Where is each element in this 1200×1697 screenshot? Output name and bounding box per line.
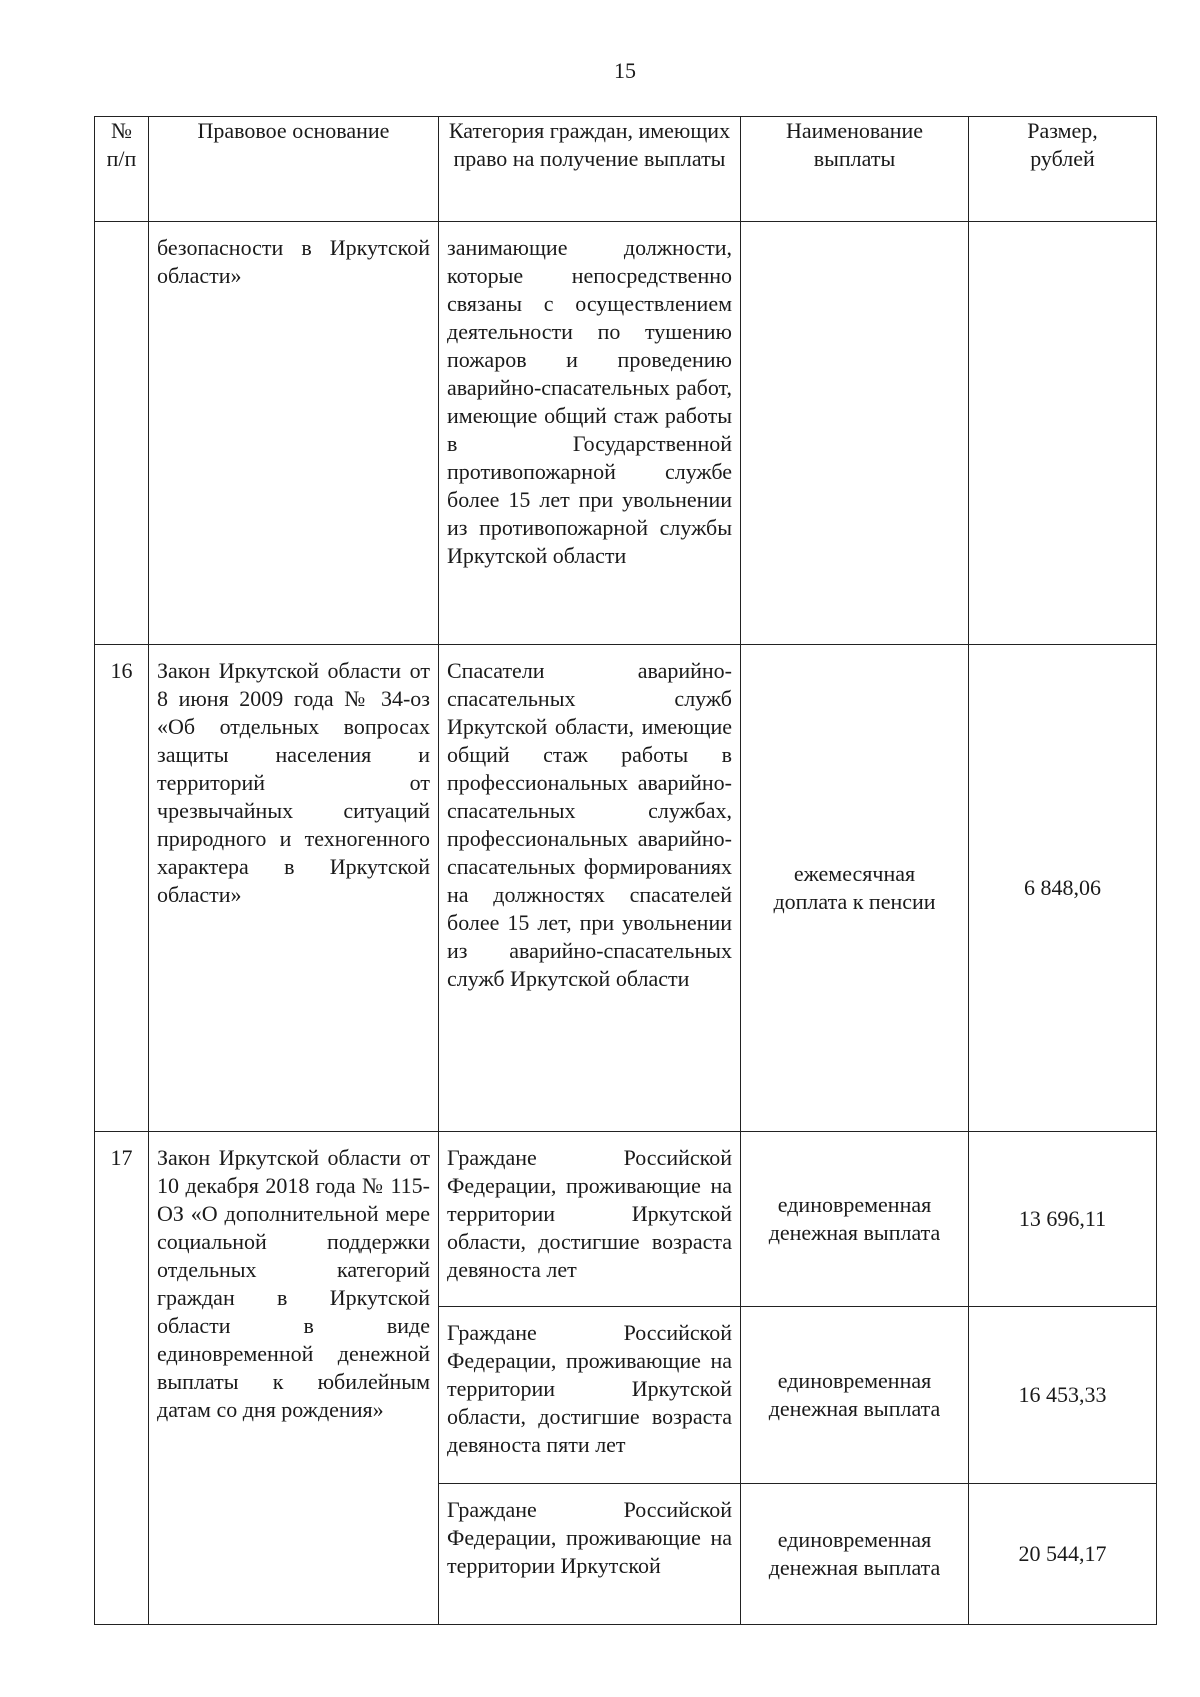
amount-cell: 20 544,17 [969,1484,1157,1625]
category-cell: Граждане Российской Федерации, проживающие на территории Иркутской области, достигшие возраста девяноста лет [439,1132,741,1307]
header-num: № п/п [95,117,149,222]
table-row [95,1132,1157,1307]
table-row [95,645,1157,1132]
row-number: 17 [95,1132,149,1625]
amount-cell [969,222,1157,645]
amount-cell: 6 848,06 [969,645,1157,1132]
category-cell: Граждане Российской Федерации, проживающие на территории Иркутской [439,1484,741,1625]
amount-cell: 16 453,33 [969,1307,1157,1484]
table-row [95,222,1157,645]
category-cell: Граждане Российской Федерации, проживающие на территории Иркутской области, достигшие возраста девяноста пяти лет [439,1307,741,1484]
header-payment-name: Наименование выплаты [741,117,969,222]
benefits-table [94,116,1157,1625]
category-cell: занимающие должности, которые непосредственно связаны с осуществлением деятельности по тушению пожаров и проведению аварийно-спасательных работ, имеющие общий стаж работы в Государственной противопожарной службе более 15 лет при увольнении из противопожарной службы Иркутской области [439,222,741,645]
payment-name-cell [741,645,969,1132]
header-amount: Размер, рублей [969,117,1157,222]
payment-name-text: единовременная денежная выплата [768,1527,941,1580]
row-number [95,222,149,645]
payment-name-text: единовременная денежная выплата [768,1192,941,1245]
payment-name-cell [741,222,969,645]
legal-basis-cell: безопасности в Иркутской области» [149,222,439,645]
category-cell: Спасатели аварийно-спасательных служб Иркутской области, имеющие общий стаж работы в профессиональных аварийно-спасательных службах, профессиональных аварийно-спасательных формированиях на должностях спасателей более 15 лет, при увольнении из аварийно-спасательных служб Иркутской области [439,645,741,1132]
payment-name-text: ежемесячная доплата к пенсии [773,861,936,914]
amount-cell: 13 696,11 [969,1132,1157,1307]
legal-basis-cell: Закон Иркутской области от 8 июня 2009 года № 34-оз «Об отдельных вопросах защиты населения и территорий от чрезвычайных ситуаций природного и техногенного характера в Иркутской области» [149,645,439,1132]
payment-name-cell [741,1307,969,1484]
payment-name-cell [741,1484,969,1625]
payment-name-cell [741,1132,969,1307]
header-legal-basis: Правовое основание [149,117,439,222]
payment-name-text: единовременная денежная выплата [768,1368,941,1421]
legal-basis-cell: Закон Иркутской области от 10 декабря 2018 года № 115-ОЗ «О дополнительной мере социальной поддержки отдельных категорий граждан в Иркутской области в виде единовременной денежной выплаты к юбилейным датам со дня рождения» [149,1132,439,1625]
row-number: 16 [95,645,149,1132]
header-category: Категория граждан, имеющих право на получение выплаты [439,117,741,222]
table-header-row [95,117,1157,222]
page-number: 15 [614,58,636,83]
